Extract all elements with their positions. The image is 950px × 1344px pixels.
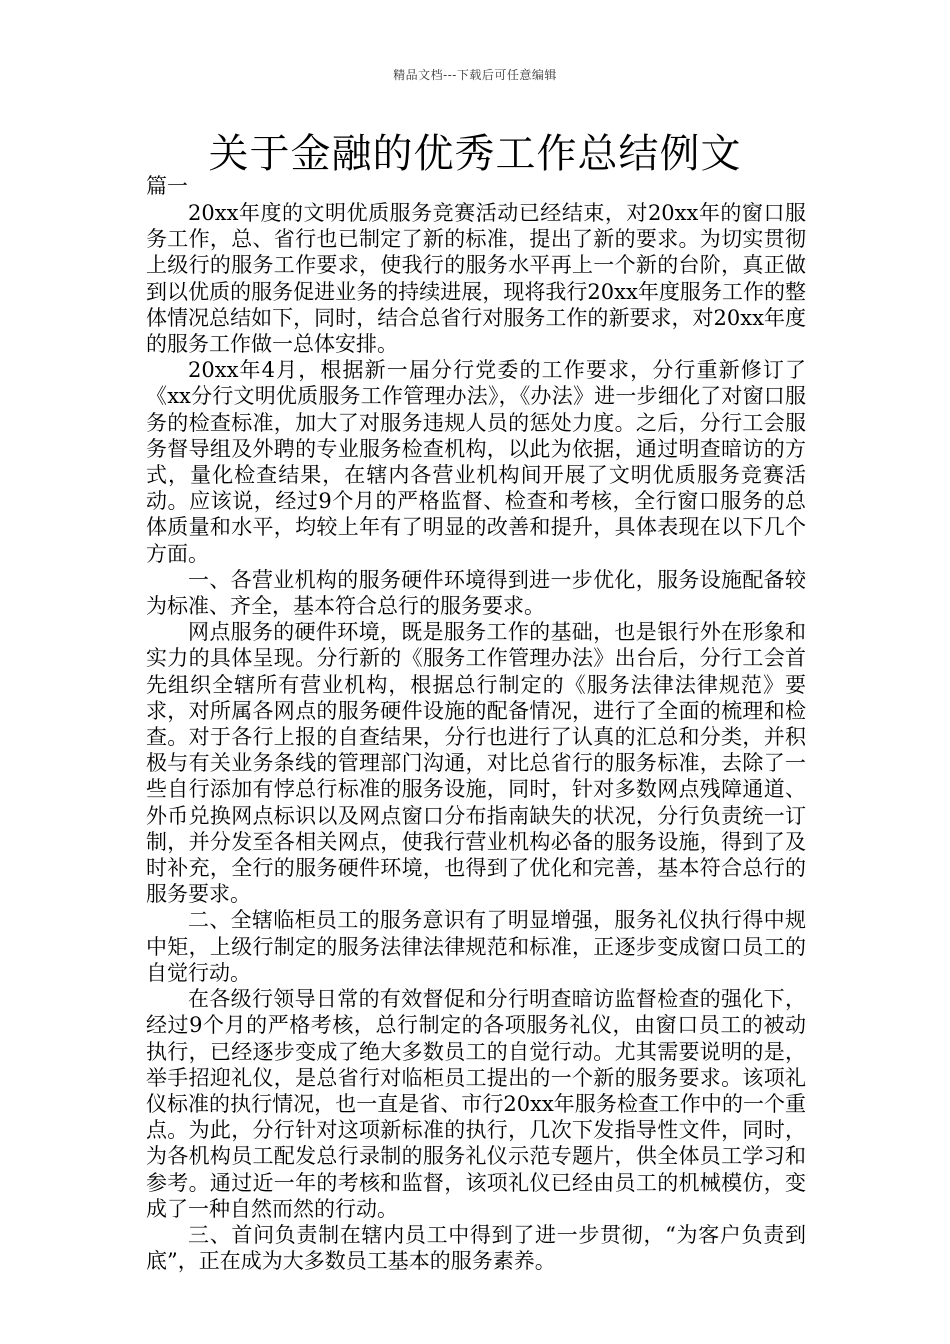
header-note: 精品文档---下载后可任意编辑 [393,68,557,82]
paragraph: 三、首问负责制在辖内员工中得到了进一步贯彻，“为客户负责到底”，正在成为大多数员工基本的服务素养。 [146,1222,806,1274]
paragraph: 在各级行领导日常的有效督促和分行明查暗访监督检查的强化下，经过9个月的严格考核，总行制定的各项服务礼仪，由窗口员工的被动执行，已经逐步变成了绝大多数员工的自觉行动。尤其需要说明的是，举手招迎礼仪，是总省行对临柜员工提出的一个新的服务要求。该项礼仪标准的执行情况，也一直是省、市行20xx年服务检查工作中的一个重点。为此，分行针对这项新标准的执行，几次下发指导性文件，同时，为各机构员工配发总行录制的服务礼仪示范专题片，供全体员工学习和参考。通过近一年的考核和监督，该项礼仪已经由员工的机械模仿，变成了一种自然而然的行动。 [146,987,806,1221]
paragraph: 二、全辖临柜员工的服务意识有了明显增强，服务礼仪执行得中规中矩，上级行制定的服务法律法律规范和标准，正逐步变成窗口员工的自觉行动。 [146,908,806,985]
document-title: 关于金融的优秀工作总结例文 [208,131,742,177]
paragraph: 20xx年度的文明优质服务竞赛活动已经结束，对20xx年的窗口服务工作，总、省行也已制定了新的标准，提出了新的要求。为切实贯彻上级行的服务工作要求，使我行的服务水平再上一个新的台阶，真正做到以优质的服务促进业务的持续进展，现将我行20xx年度服务工作的整体情况总结如下，同时，结合总省行对服务工作的新要求，对20xx年度的服务工作做一总体安排。 [146,201,806,357]
section-label: 篇一 [146,174,188,198]
paragraph: 网点服务的硬件环境，既是服务工作的基础，也是银行外在形象和实力的具体呈现。分行新的《服务工作管理办法》出台后，分行工会首先组织全辖所有营业机构，根据总行制定的《服务法律法律规范》要求，对所属各网点的服务硬件设施的配备情况，进行了全面的梳理和检查。对于各行上报的自查结果，分行也进行了认真的汇总和分类，并积极与有关业务条线的管理部门沟通，对比总省行的服务标准，去除了一些自行添加有悖总行标准的服务设施，同时，针对多数网点残障通道、外币兑换网点标识以及网点窗口分布指南缺失的状况，分行负责统一订制，并分发至各相关网点，使我行营业机构必备的服务设施，得到了及时补充，全行的服务硬件环境，也得到了优化和完善，基本符合总行的服务要求。 [146,620,806,907]
document-body [146,200,806,1274]
paragraph: 一、各营业机构的服务硬件环境得到进一步优化，服务设施配备较为标准、齐全，基本符合总行的服务要求。 [146,567,806,619]
paragraph: 20xx年4月，根据新一届分行党委的工作要求，分行重新修订了《xx分行文明优质服务工作管理办法》，《办法》进一步细化了对窗口服务的检查标准，加大了对服务违规人员的惩处力度。之后，分行工会服务督导组及外聘的专业服务检查机构，以此为依据，通过明查暗访的方式，量化检查结果，在辖内各营业机构间开展了文明优质服务竞赛活动。应该说，经过9个月的严格监督、检查和考核，全行窗口服务的总体质量和水平，均较上年有了明显的改善和提升，具体表现在以下几个方面。 [146,358,806,566]
